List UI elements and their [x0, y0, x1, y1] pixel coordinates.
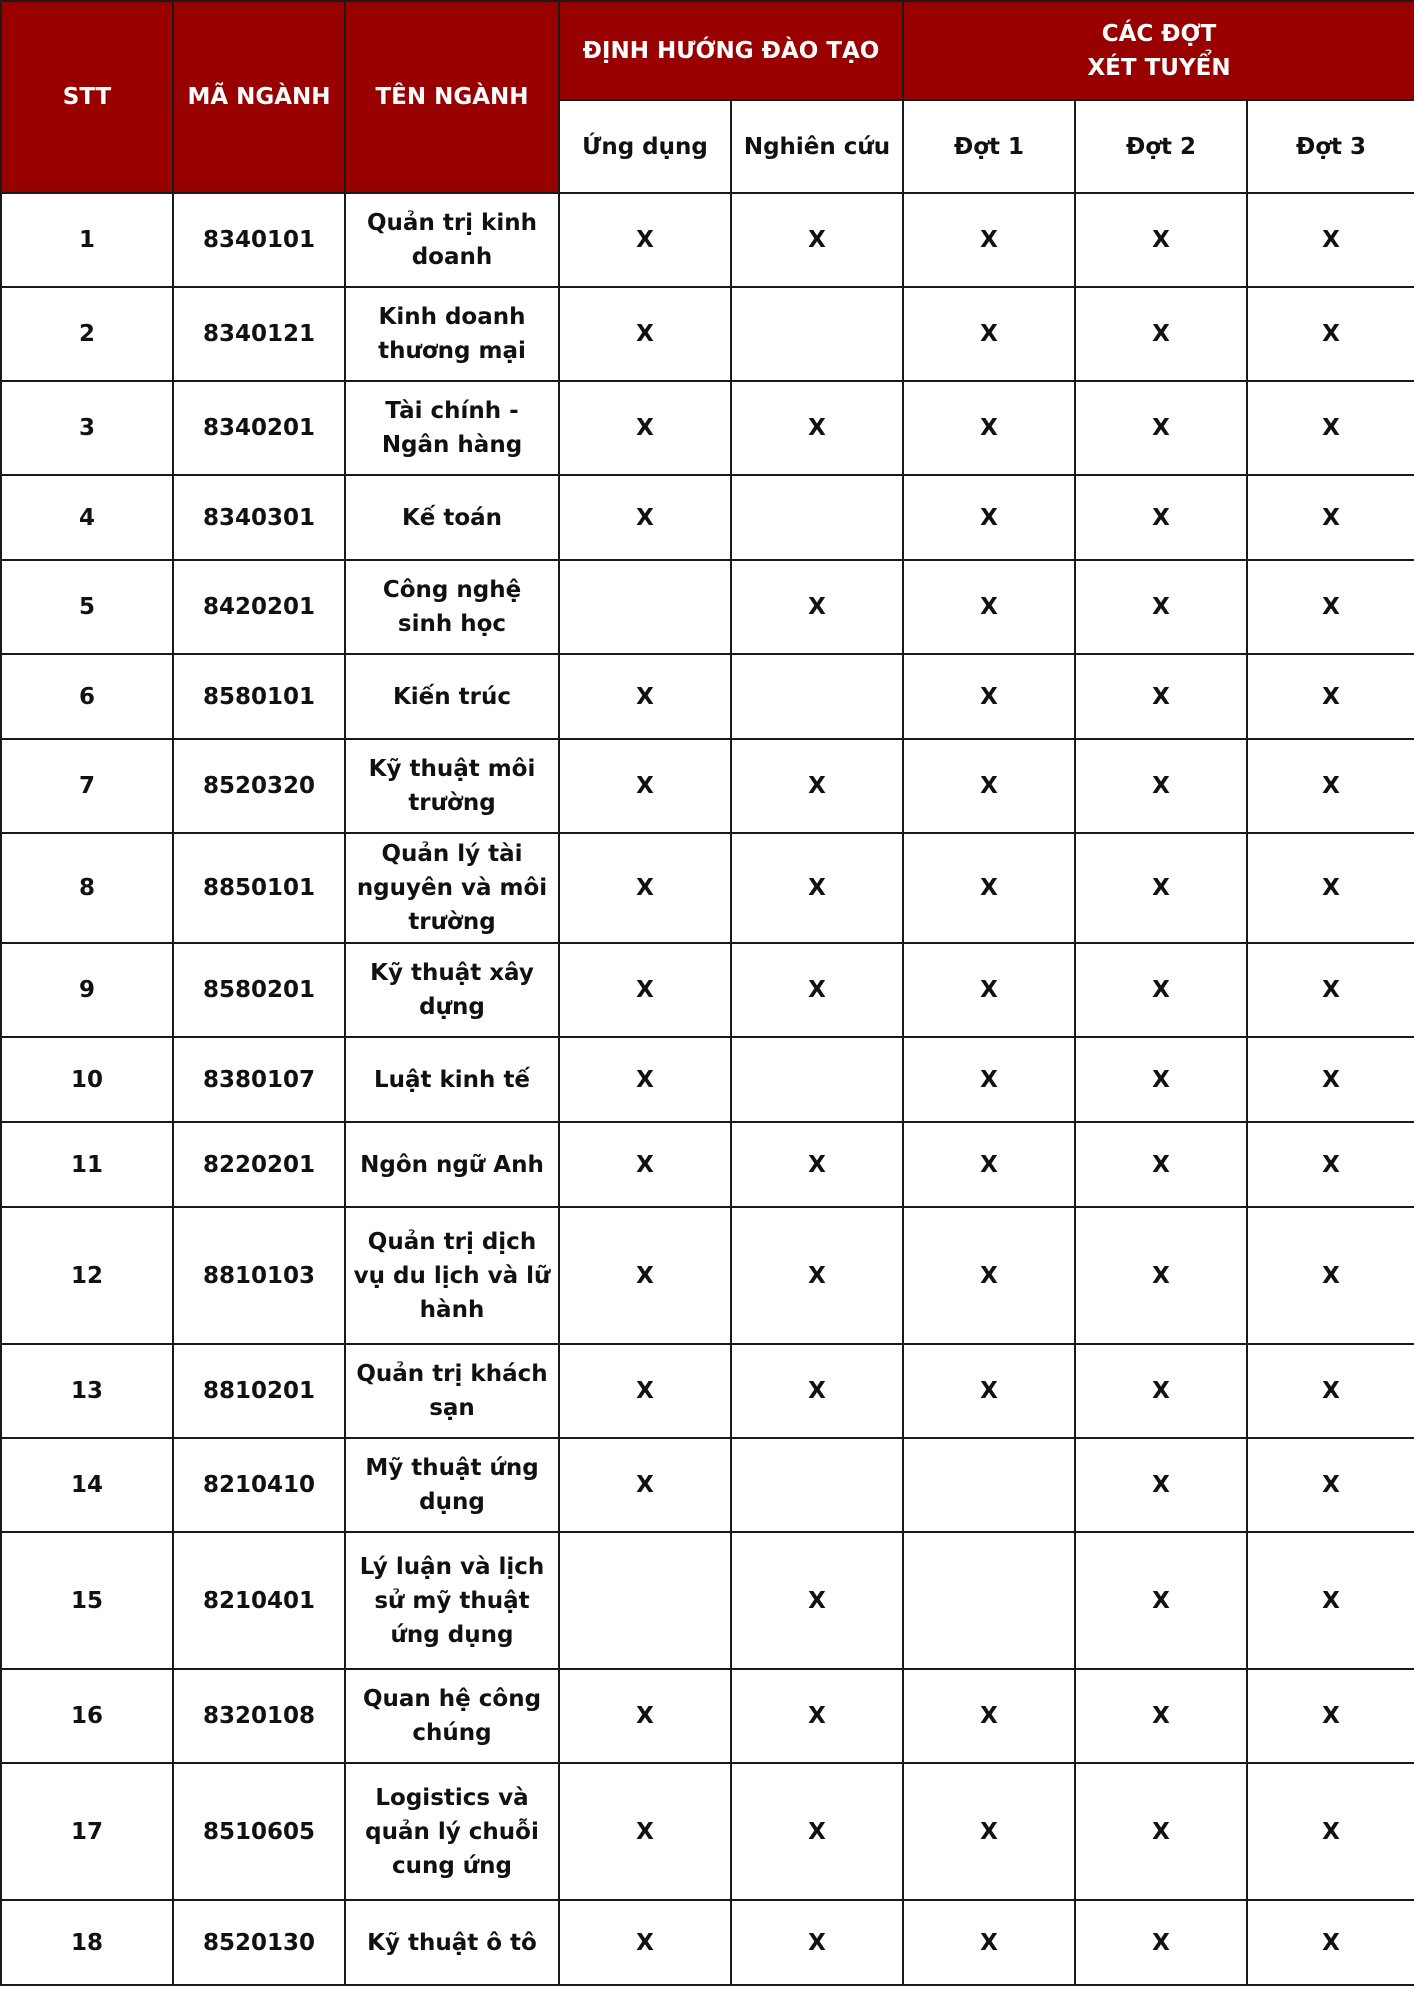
cell-dot-1	[903, 1532, 1075, 1669]
table-row	[1, 833, 1414, 943]
cell-ung-dung: X	[559, 739, 731, 833]
cell-dot-2: X	[1075, 381, 1247, 475]
cell-dot-2: X	[1075, 943, 1247, 1037]
cell-dot-1: X	[903, 193, 1075, 287]
header-cac-dot	[903, 1, 1414, 100]
cell-ung-dung: X	[559, 381, 731, 475]
cell-ma-nganh: 8320108	[173, 1669, 345, 1763]
cell-dot-2: X	[1075, 833, 1247, 943]
cell-dot-3: X	[1247, 1122, 1414, 1207]
cell-ma-nganh: 8340121	[173, 287, 345, 381]
cell-dot-1: X	[903, 1763, 1075, 1900]
cell-ma-nganh: 8340101	[173, 193, 345, 287]
cell-dot-2: X	[1075, 654, 1247, 739]
cell-ma-nganh: 8220201	[173, 1122, 345, 1207]
cell-ma-nganh: 8380107	[173, 1037, 345, 1122]
cell-dot-3: X	[1247, 1900, 1414, 1985]
cell-ten-nganh: Lý luận và lịch sử mỹ thuật ứng dụng	[345, 1532, 559, 1669]
cell-dot-2: X	[1075, 1344, 1247, 1438]
cell-ma-nganh: 8810201	[173, 1344, 345, 1438]
cell-dot-1	[903, 1438, 1075, 1532]
cell-dot-3: X	[1247, 1344, 1414, 1438]
cell-ung-dung: X	[559, 193, 731, 287]
cell-stt: 16	[1, 1669, 173, 1763]
cell-ung-dung	[559, 1532, 731, 1669]
cell-stt: 5	[1, 560, 173, 654]
cell-dot-1: X	[903, 1900, 1075, 1985]
cell-dot-1: X	[903, 475, 1075, 560]
header-dot-2: Đợt 2	[1075, 100, 1247, 193]
cell-ung-dung: X	[559, 287, 731, 381]
table-row	[1, 1532, 1414, 1669]
table-row	[1, 1344, 1414, 1438]
header-cac-dot-line2: XÉT TUYỂN	[1087, 54, 1231, 81]
cell-ten-nganh: Quản lý tài nguyên và môi trường	[345, 833, 559, 943]
cell-ten-nganh: Quản trị kinh doanh	[345, 193, 559, 287]
table-row	[1, 1122, 1414, 1207]
cell-stt: 17	[1, 1763, 173, 1900]
cell-dot-1: X	[903, 654, 1075, 739]
cell-nghien-cuu: X	[731, 1669, 903, 1763]
cell-dot-1: X	[903, 1037, 1075, 1122]
cell-ten-nganh: Logistics và quản lý chuỗi cung ứng	[345, 1763, 559, 1900]
cell-ung-dung: X	[559, 1122, 731, 1207]
cell-dot-2: X	[1075, 193, 1247, 287]
cell-dot-1: X	[903, 1669, 1075, 1763]
cell-ung-dung: X	[559, 654, 731, 739]
cell-ung-dung	[559, 560, 731, 654]
cell-nghien-cuu: X	[731, 739, 903, 833]
cell-ung-dung: X	[559, 833, 731, 943]
cell-ten-nganh: Quản trị dịch vụ du lịch và lữ hành	[345, 1207, 559, 1344]
cell-stt: 3	[1, 381, 173, 475]
header-ma-nganh: MÃ NGÀNH	[173, 1, 345, 193]
cell-dot-1: X	[903, 833, 1075, 943]
cell-nghien-cuu	[731, 475, 903, 560]
cell-nghien-cuu: X	[731, 1207, 903, 1344]
cell-ma-nganh: 8510605	[173, 1763, 345, 1900]
table-row	[1, 1037, 1414, 1122]
cell-nghien-cuu	[731, 1037, 903, 1122]
cell-dot-1: X	[903, 1122, 1075, 1207]
table-row	[1, 1207, 1414, 1344]
cell-dot-2: X	[1075, 1669, 1247, 1763]
cell-dot-2: X	[1075, 560, 1247, 654]
cell-stt: 11	[1, 1122, 173, 1207]
table-row	[1, 1900, 1414, 1985]
cell-ma-nganh: 8420201	[173, 560, 345, 654]
cell-ung-dung: X	[559, 943, 731, 1037]
table-row	[1, 1669, 1414, 1763]
cell-dot-3: X	[1247, 193, 1414, 287]
cell-ten-nganh: Mỹ thuật ứng dụng	[345, 1438, 559, 1532]
cell-nghien-cuu: X	[731, 1763, 903, 1900]
cell-stt: 10	[1, 1037, 173, 1122]
table-row	[1, 1438, 1414, 1532]
table-row	[1, 193, 1414, 287]
cell-stt: 9	[1, 943, 173, 1037]
cell-dot-3: X	[1247, 943, 1414, 1037]
table-row	[1, 1763, 1414, 1900]
cell-dot-1: X	[903, 381, 1075, 475]
cell-nghien-cuu	[731, 1438, 903, 1532]
cell-nghien-cuu: X	[731, 1344, 903, 1438]
cell-ten-nganh: Tài chính - Ngân hàng	[345, 381, 559, 475]
cell-stt: 6	[1, 654, 173, 739]
cell-stt: 18	[1, 1900, 173, 1985]
cell-dot-1: X	[903, 1344, 1075, 1438]
cell-stt: 2	[1, 287, 173, 381]
cell-dot-2: X	[1075, 1532, 1247, 1669]
cell-ten-nganh: Công nghệ sinh học	[345, 560, 559, 654]
table-row	[1, 943, 1414, 1037]
cell-ma-nganh: 8210410	[173, 1438, 345, 1532]
header-dot-3: Đợt 3	[1247, 100, 1414, 193]
cell-dot-2: X	[1075, 1122, 1247, 1207]
cell-stt: 12	[1, 1207, 173, 1344]
cell-dot-2: X	[1075, 1900, 1247, 1985]
cell-dot-2: X	[1075, 739, 1247, 833]
cell-ten-nganh: Kế toán	[345, 475, 559, 560]
cell-ten-nganh: Quản trị khách sạn	[345, 1344, 559, 1438]
cell-dot-3: X	[1247, 560, 1414, 654]
cell-nghien-cuu	[731, 287, 903, 381]
cell-stt: 7	[1, 739, 173, 833]
cell-ung-dung: X	[559, 1763, 731, 1900]
cell-ma-nganh: 8850101	[173, 833, 345, 943]
cell-dot-1: X	[903, 1207, 1075, 1344]
cell-ung-dung: X	[559, 1344, 731, 1438]
cell-ten-nganh: Luật kinh tế	[345, 1037, 559, 1122]
header-ten-nganh: TÊN NGÀNH	[345, 1, 559, 193]
cell-dot-3: X	[1247, 287, 1414, 381]
cell-stt: 13	[1, 1344, 173, 1438]
header-dinh-huong: ĐỊNH HƯỚNG ĐÀO TẠO	[559, 1, 903, 100]
header-nghien-cuu: Nghiên cứu	[731, 100, 903, 193]
cell-dot-3: X	[1247, 1669, 1414, 1763]
cell-nghien-cuu: X	[731, 1900, 903, 1985]
cell-ung-dung: X	[559, 1207, 731, 1344]
cell-stt: 8	[1, 833, 173, 943]
table-row	[1, 287, 1414, 381]
cell-stt: 1	[1, 193, 173, 287]
cell-dot-3: X	[1247, 1763, 1414, 1900]
cell-ma-nganh: 8810103	[173, 1207, 345, 1344]
cell-stt: 14	[1, 1438, 173, 1532]
cell-dot-2: X	[1075, 1207, 1247, 1344]
cell-dot-2: X	[1075, 475, 1247, 560]
cell-nghien-cuu: X	[731, 1532, 903, 1669]
cell-dot-2: X	[1075, 1438, 1247, 1532]
cell-ten-nganh: Kỹ thuật ô tô	[345, 1900, 559, 1985]
cell-nghien-cuu: X	[731, 833, 903, 943]
cell-dot-1: X	[903, 287, 1075, 381]
cell-ma-nganh: 8520320	[173, 739, 345, 833]
cell-ma-nganh: 8520130	[173, 1900, 345, 1985]
cell-nghien-cuu: X	[731, 1122, 903, 1207]
cell-dot-3: X	[1247, 475, 1414, 560]
cell-ung-dung: X	[559, 1438, 731, 1532]
table-body	[1, 193, 1414, 1985]
cell-ten-nganh: Kiến trúc	[345, 654, 559, 739]
cell-dot-1: X	[903, 560, 1075, 654]
cell-nghien-cuu: X	[731, 381, 903, 475]
cell-nghien-cuu: X	[731, 560, 903, 654]
cell-dot-3: X	[1247, 833, 1414, 943]
header-cac-dot-line1: CÁC ĐỢT	[1101, 20, 1217, 47]
cell-ma-nganh: 8210401	[173, 1532, 345, 1669]
cell-nghien-cuu	[731, 654, 903, 739]
cell-dot-2: X	[1075, 287, 1247, 381]
header-ung-dung: Ứng dụng	[559, 100, 731, 193]
cell-nghien-cuu: X	[731, 943, 903, 1037]
table-header	[1, 1, 1414, 193]
cell-ma-nganh: 8340301	[173, 475, 345, 560]
cell-dot-2: X	[1075, 1763, 1247, 1900]
cell-ma-nganh: 8580201	[173, 943, 345, 1037]
table-row	[1, 654, 1414, 739]
cell-ten-nganh: Kỹ thuật xây dựng	[345, 943, 559, 1037]
cell-ten-nganh: Quan hệ công chúng	[345, 1669, 559, 1763]
cell-stt: 15	[1, 1532, 173, 1669]
cell-nghien-cuu: X	[731, 193, 903, 287]
header-stt: STT	[1, 1, 173, 193]
cell-ma-nganh: 8580101	[173, 654, 345, 739]
cell-dot-3: X	[1247, 654, 1414, 739]
table-row	[1, 560, 1414, 654]
cell-ten-nganh: Ngôn ngữ Anh	[345, 1122, 559, 1207]
cell-dot-2: X	[1075, 1037, 1247, 1122]
cell-dot-3: X	[1247, 739, 1414, 833]
cell-ung-dung: X	[559, 475, 731, 560]
table-row	[1, 739, 1414, 833]
cell-stt: 4	[1, 475, 173, 560]
header-dot-1: Đợt 1	[903, 100, 1075, 193]
cell-dot-3: X	[1247, 1207, 1414, 1344]
cell-ung-dung: X	[559, 1669, 731, 1763]
cell-dot-3: X	[1247, 1532, 1414, 1669]
cell-ten-nganh: Kỹ thuật môi trường	[345, 739, 559, 833]
cell-dot-3: X	[1247, 1037, 1414, 1122]
table-row	[1, 381, 1414, 475]
cell-dot-3: X	[1247, 381, 1414, 475]
cell-ten-nganh: Kinh doanh thương mại	[345, 287, 559, 381]
cell-ung-dung: X	[559, 1037, 731, 1122]
cell-dot-1: X	[903, 739, 1075, 833]
cell-dot-3: X	[1247, 1438, 1414, 1532]
table-row	[1, 475, 1414, 560]
cell-ung-dung: X	[559, 1900, 731, 1985]
cell-dot-1: X	[903, 943, 1075, 1037]
cell-ma-nganh: 8340201	[173, 381, 345, 475]
